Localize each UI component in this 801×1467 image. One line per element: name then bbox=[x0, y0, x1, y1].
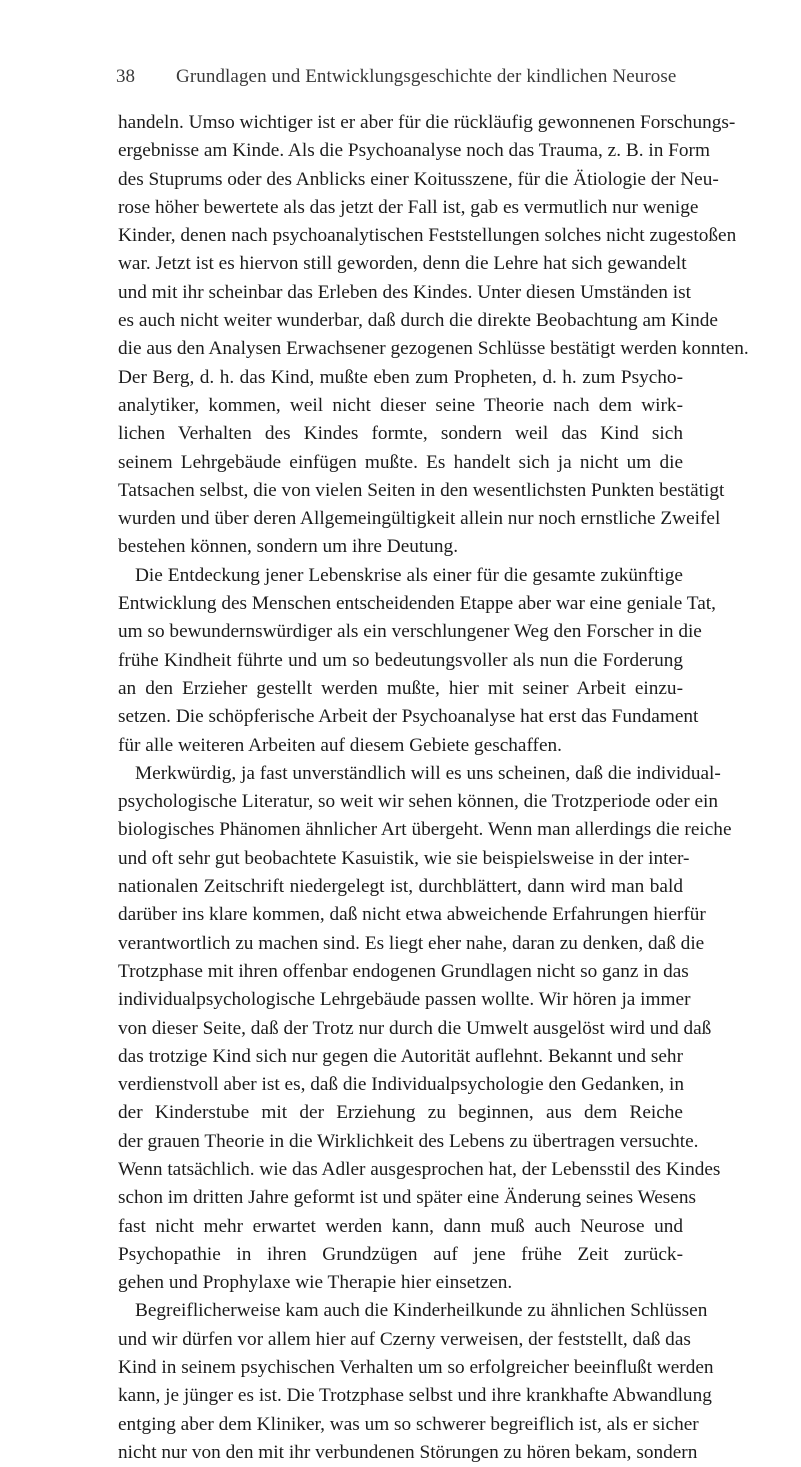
text-line: bestehen können, sondern um ihre Deutung. bbox=[118, 536, 459, 558]
text-line: fast nicht mehr erwartet werden kann, dann muß auch Neurose und bbox=[118, 1215, 683, 1237]
text-line: gehen und Prophylaxe wie Therapie hier einsetzen. bbox=[118, 1272, 513, 1294]
running-header bbox=[116, 66, 716, 96]
text-line: biologisches Phänomen ähnlicher Art übergeht. Wenn man allerdings die reiche bbox=[118, 819, 732, 841]
text-line: Tatsachen selbst, die von vielen Seiten in den wesentlichsten Punkten bestätigt bbox=[118, 479, 725, 501]
text-line: lichen Verhalten des Kindes formte, sondern weil das Kind sich bbox=[118, 423, 683, 445]
paragraph-start-line: Begreiflicherweise kam auch die Kinderheilkunde zu ähnlichen Schlüssen bbox=[135, 1300, 708, 1322]
text-line: Trotzphase mit ihren offenbar endogenen Grundlagen nicht so ganz in das bbox=[118, 960, 689, 982]
text-line: rose höher bewertete als das jetzt der Fall ist, gab es vermutlich nur wenige bbox=[118, 196, 699, 218]
text-line: ergebnisse am Kinde. Als die Psychoanalyse noch das Trauma, z. B. in Form bbox=[118, 140, 710, 162]
text-line: für alle weiteren Arbeiten auf diesem Gebiete geschaffen. bbox=[118, 734, 562, 756]
text-line: das trotzige Kind sich nur gegen die Autorität auflehnt. Bekannt und sehr bbox=[118, 1045, 683, 1067]
text-line: schon im dritten Jahre geformt ist und später eine Änderung seines Wesens bbox=[118, 1187, 696, 1209]
text-line: Kinder, denen nach psychoanalytischen Feststellungen solches nicht zugestoßen bbox=[118, 225, 737, 247]
text-line: und mit ihr scheinbar das Erleben des Kindes. Unter diesen Umständen ist bbox=[118, 281, 691, 303]
text-line: Entwicklung des Menschen entscheidenden Etappe aber war eine geniale Tat, bbox=[118, 593, 716, 615]
text-line: verdienstvoll aber ist es, daß die Individualpsychologie den Gedanken, in bbox=[118, 1074, 684, 1096]
text-line: es auch nicht weiter wunderbar, daß durch die direkte Beobachtung am Kinde bbox=[118, 310, 718, 332]
text-line: seinem Lehrgebäude einfügen mußte. Es handelt sich ja nicht um die bbox=[118, 451, 683, 473]
text-line: individualpsychologische Lehrgebäude passen wollte. Wir hören ja immer bbox=[118, 989, 691, 1011]
text-line: darüber ins klare kommen, daß nicht etwa abweichende Erfahrungen hierfür bbox=[118, 904, 706, 926]
text-line: des Stuprums oder des Anblicks einer Koitusszene, für die Ätiologie der Neu- bbox=[118, 168, 719, 190]
text-line: entging aber dem Kliniker, was um so schwerer begreiflich ist, als er sicher bbox=[118, 1413, 699, 1435]
text-line: und wir dürfen vor allem hier auf Czerny verweisen, der feststellt, daß das bbox=[118, 1328, 691, 1350]
running-title: Grundlagen und Entwicklungsgeschichte der kindlichen Neurose bbox=[176, 66, 677, 87]
text-line: Wenn tatsächlich. wie das Adler ausgesprochen hat, der Lebensstil des Kindes bbox=[118, 1158, 721, 1180]
text-line: die aus den Analysen Erwachsener gezogenen Schlüsse bestätigt werden konnten. bbox=[118, 338, 749, 360]
text-line: der grauen Theorie in die Wirklichkeit des Lebens zu übertragen versuchte. bbox=[118, 1130, 699, 1152]
body-text bbox=[118, 109, 749, 1467]
text-line: um so bewundernswürdiger als ein verschlungener Weg den Forscher in die bbox=[118, 621, 702, 643]
text-line: nationalen Zeitschrift niedergelegt ist, durchblättert, dann wird man bald bbox=[118, 876, 683, 898]
text-line: Psychopathie in ihren Grundzügen auf jene frühe Zeit zurück- bbox=[118, 1243, 683, 1265]
text-line: der Kinderstube mit der Erziehung zu beginnen, aus dem Reiche bbox=[118, 1102, 683, 1124]
text-line: von dieser Seite, daß der Trotz nur durch die Umwelt ausgelöst wird und daß bbox=[118, 1017, 712, 1039]
page-number: 38 bbox=[116, 66, 135, 87]
paragraph-start-line: Die Entdeckung jener Lebenskrise als einer für die gesamte zukünftige bbox=[135, 564, 683, 586]
text-line: Der Berg, d. h. das Kind, mußte eben zum Propheten, d. h. zum Psycho- bbox=[118, 366, 683, 388]
text-line: analytiker, kommen, weil nicht dieser seine Theorie nach dem wirk- bbox=[118, 394, 683, 416]
text-line: verantwortlich zu machen sind. Es liegt eher nahe, daran zu denken, daß die bbox=[118, 932, 705, 954]
text-line: war. Jetzt ist es hiervon still geworden, denn die Lehre hat sich gewandelt bbox=[118, 253, 687, 275]
text-line: nicht nur von den mit ihr verbundenen Störungen zu hören bekam, sondern bbox=[118, 1441, 698, 1463]
text-line: frühe Kindheit führte und um so bedeutungsvoller als nun die Forderung bbox=[118, 649, 683, 671]
text-line: setzen. Die schöpferische Arbeit der Psychoanalyse hat erst das Fundament bbox=[118, 706, 699, 728]
text-line: kann, je jünger es ist. Die Trotzphase selbst und ihre krankhafte Abwandlung bbox=[118, 1385, 712, 1407]
text-line: Kind in seinem psychischen Verhalten um so erfolgreicher beeinflußt werden bbox=[118, 1357, 714, 1379]
text-line: und oft sehr gut beobachtete Kasuistik, wie sie beispielsweise in der inter- bbox=[118, 847, 690, 869]
text-line: wurden und über deren Allgemeingültigkeit allein nur noch ernstliche Zweifel bbox=[118, 508, 721, 530]
text-line: psychologische Literatur, so weit wir sehen können, die Trotzperiode oder ein bbox=[118, 791, 719, 813]
text-line: an den Erzieher gestellt werden mußte, hier mit seiner Arbeit einzu- bbox=[118, 677, 683, 699]
paragraph-start-line: Merkwürdig, ja fast unverständlich will es uns scheinen, daß die individual- bbox=[135, 762, 721, 784]
text-line: handeln. Umso wichtiger ist er aber für die rückläufig gewonnenen Forschungs- bbox=[118, 112, 736, 133]
